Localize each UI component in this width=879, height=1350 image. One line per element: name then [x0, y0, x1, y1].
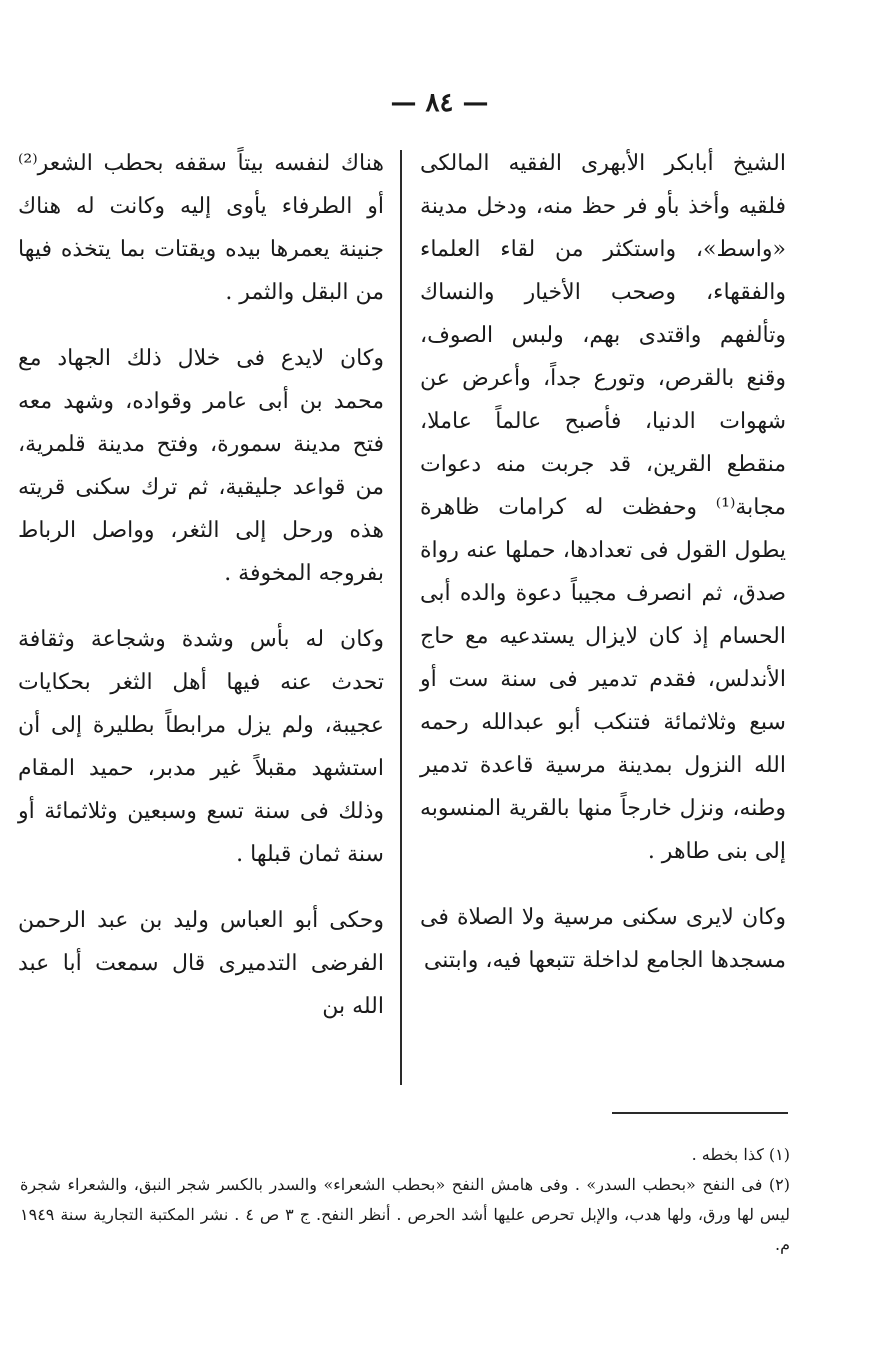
page-number: — ٨٤ — — [390, 88, 489, 118]
footnote: (١) كذا بخطه . — [691, 1145, 790, 1164]
footnote-divider — [612, 1112, 788, 1114]
paragraph: هناك لنفسه بيتاً سقفه بحطب الشعر⁽²⁾ أو الطرفاء يأوى إليه وكانت له هناك جنينة يعمرها بيده ويقتات بما يتخذه فيها من البقل والثمر . — [18, 151, 384, 305]
footnotes — [20, 1140, 790, 1260]
paragraph: الشيخ أبابكر الأبهرى الفقيه المالكى فلقيه وأخذ بأو فر حظ منه، ودخل مدينة «واسط»، واستكثر من لقاء العلماء والفقهاء، وصحب الأخيار والنساك وتألفهم واقتدى بهم، ولبس الصوف، وقنع بالقرص، وتورع جداً، وأعرض عن شهوات الدنيا، فأصبح عالماً عاملا، منقطع القرين، قد جربت منه دعوات مجابة⁽¹⁾ وحفظت له كرامات ظاهرة يطول القول فى تعدادها، حملها عنه رواة صدق، ثم انصرف مجيباً دعوة والده أبى الحسام إذ كان لايزال يستدعيه مع حاج الأندلس، فقدم تدمير فى سنة ست أو سبع وثلاثمائة فتنكب أبو عبدالله رحمه الله النزول بمدينة مرسية قاعدة تدمير وطنه، ونزل خارجاً منها بالقرية المنسوبه إلى بنى طاهر . — [420, 151, 786, 864]
paragraph: وكان لايرى سكنى مرسية ولا الصلاة فى مسجدها الجامع لداخلة تتبعها فيه، وابتنى — [420, 905, 786, 973]
left-column — [18, 142, 384, 1028]
footnote: (٢) فى النفح «بحطب السدر» . وفى هامش النفح «بحطب الشعراء» والسدر بالكسر شجر النبق، والشعراء شجرة ليس لها ورق، ولها هدب، والإبل تحرص عليها أشد الحرص . أنظر النفح. ج ٣ ص ٤ . نشر المكتبة التجارية سنة ١٩٤٩ م. — [20, 1175, 791, 1254]
paragraph: وكان له بأس وشدة وشجاعة وثقافة تحدث عنه فيها أهل الثغر بحكايات عجيبة، ولم يزل مرابطاً بطليرة إلى أن استشهد مقبلاً غير مدبر، حميد المقام وذلك فى سنة تسع وسبعين وثلاثمائة أو سنة ثمان قبلها . — [18, 627, 384, 867]
paragraph: وكان لايدع فى خلال ذلك الجهاد مع محمد بن أبى عامر وقواده، وشهد معه فتح مدينة سمورة، وفتح مدينة قلمرية، من قواعد جليقية، ثم ترك سكنى قريته هذه ورحل إلى الثغر، وواصل الرباط بفروجه المخوفة . — [18, 346, 384, 586]
right-column — [420, 142, 786, 982]
column-divider — [400, 150, 402, 1085]
paragraph: وحكى أبو العباس وليد بن عبد الرحمن الفرضى التدميرى قال سمعت أبا عبد الله بن — [18, 908, 384, 1019]
